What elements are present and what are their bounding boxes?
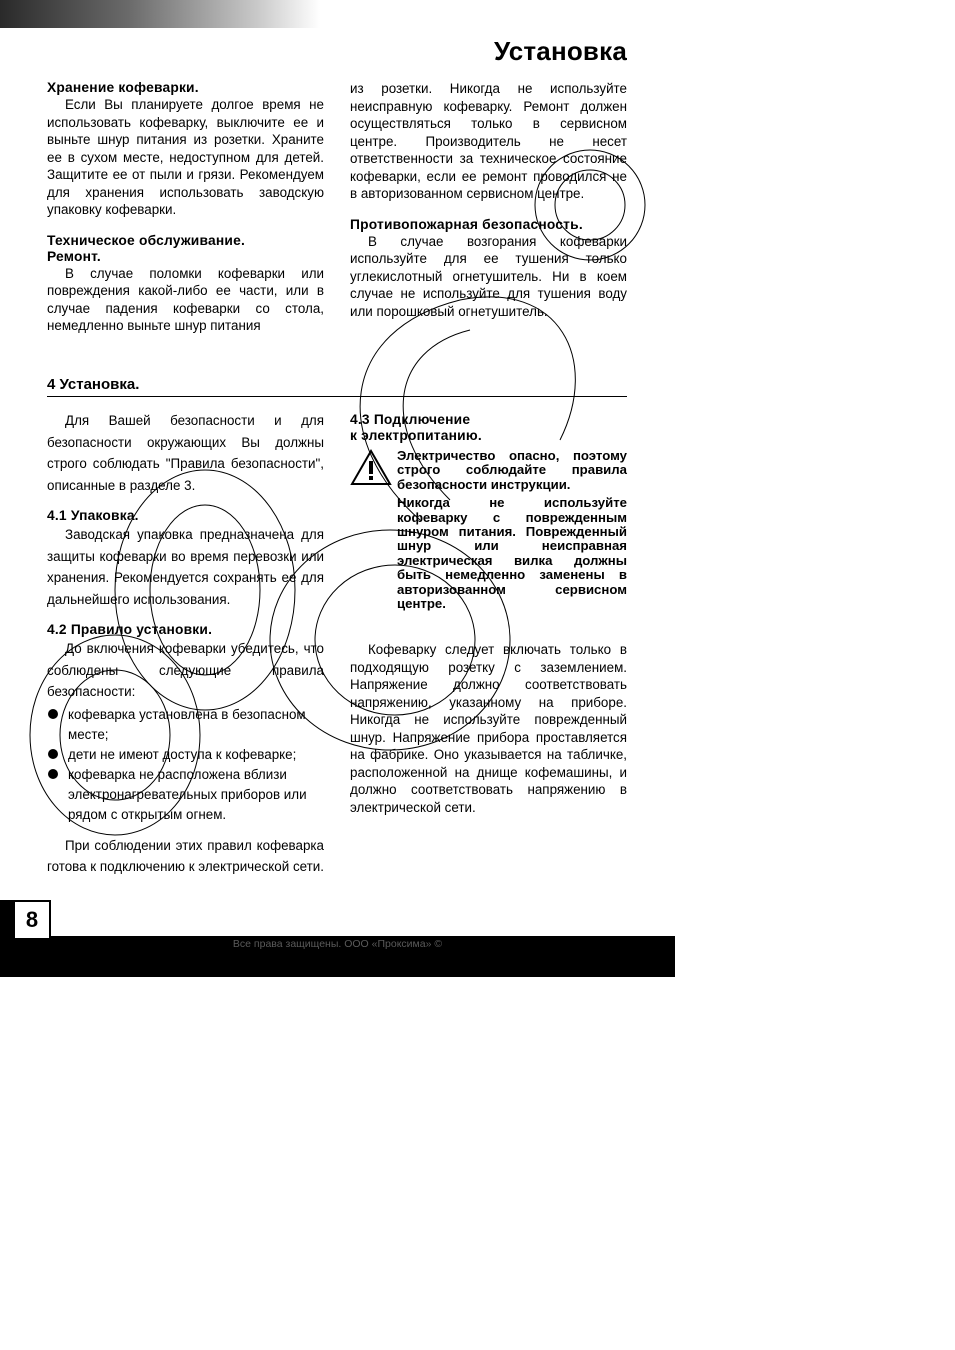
page-title: Установка [493, 36, 627, 66]
maintenance-heading-line1: Техническое обслуживание. [47, 232, 245, 248]
list-item: дети не имеют доступа к кофеварке; [47, 745, 324, 765]
fire-safety-text: В случае возгорания кофеварки используйте для ее тушения только углекислотный огнетушитель. Ни в коем случае не используйте для тушения воду или порошковый огнетушитель. [350, 233, 627, 319]
maintenance-heading-line2: Ремонт. [47, 248, 101, 264]
section-4-intro: Для Вашей безопасности и для безопасности окружающих Вы должны строго соблюдать "Правила безопасности", описанные в разделе 3. [47, 413, 324, 493]
list-item: кофеварка не расположена вблизи электронагревательных приборов или рядом с открытым огнем. [47, 765, 324, 825]
maintenance-text: В случае поломки кофеварки или повреждения какой-либо ее части, или в случае падения кофеварки со стола, немедленно выньте шнур питания [47, 265, 324, 333]
storage-text: Если Вы планируете долгое время не использовать кофеварку, выключите ее и выньте шнур питания из розетки. Храните ее в сухом месте, недоступном для детей. Защитите ее от пыли и грязи. Рекомендуем для хранения использовать заводскую упаковку кофеварки. [47, 97, 324, 217]
section-4-2-text: До включения кофеварки убедитесь, что соблюдены следующие правила безопасности: [47, 641, 324, 699]
section-4-left-column [47, 410, 324, 878]
right-top-column [350, 80, 627, 320]
section-4-3-heading-line1: 4.3 Подключение [350, 412, 471, 427]
warning-electricity-text: Электричество опасно, поэтому строго соблюдайте правила безопасности инструкции. [397, 448, 627, 492]
section-4-heading: 4 Установка. [47, 376, 627, 397]
list-item: кофеварка установлена в безопасном месте; [47, 705, 324, 745]
section-4-3-heading-line2: к электропитанию. [350, 428, 482, 443]
section-4-2-closing: При соблюдении этих правил кофеварка готова к подключению к электрической сети. [47, 837, 324, 874]
repair-continuation-text: из розетки. Никогда не используйте неисправную кофеварку. Ремонт должен осуществляться только в сервисном центре. Производитель не несет ответственности за техническое состояние кофеварки, если ее ремонт проводился не в авторизованном сервисном центре. [350, 81, 627, 201]
section-4-3-text: Кофеварку следует включать только в подходящую розетку с заземлением. Напряжение должно соответствовать напряжению, указанному на приборе. Никогда не используйте поврежденный шнур. Напряжение прибора проставляется на фабрике. Оно указывается на табличке, расположенной на днище кофемашины, и должно соответствовать напряжению в электрической сети. [350, 642, 627, 815]
section-4-1-heading: 4.1 Упаковка. [47, 508, 139, 523]
warning-cord-text: Никогда не используйте кофеварку с поврежденным шнуром питания. Поврежденный шнур или неисправная электрическая вилка должны быть немедленно заменены в авторизованном сервисном центре. [397, 495, 627, 612]
copyright-text: Все права защищены. ООО «Проксима» © [232, 938, 443, 950]
section-4-1-text: Заводская упаковка предназначена для защиты кофеварки во время перевозки или хранения. Рекомендуется сохранять ее для дальнейшего использования. [47, 527, 324, 607]
warning-triangle-icon [350, 449, 392, 487]
storage-heading: Хранение кофеварки. [47, 80, 199, 95]
footer-band [0, 936, 675, 977]
safety-rules-list [47, 705, 324, 825]
section-4-2-heading: 4.2 Правило установки. [47, 622, 213, 637]
section-4-3-column [350, 412, 627, 816]
left-top-column [47, 80, 324, 335]
fire-safety-heading: Противопожарная безопасность. [350, 216, 583, 232]
page-number: 8 [13, 900, 51, 940]
header-gradient-bar [0, 0, 320, 28]
warning-block [350, 449, 627, 611]
